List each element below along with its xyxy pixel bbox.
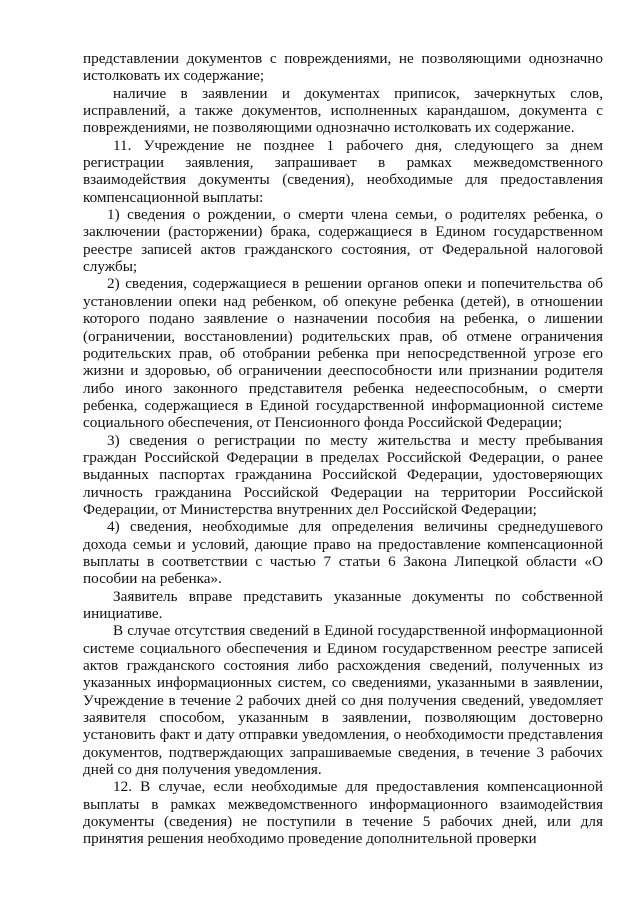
list-item-3: 3) сведения о регистрации по месту жительства и месту пребывания граждан Российской Федерации в пределах Российской Федерации, о ранее выданных паспортах гражданина Российской Федерации, удостоверяющих личность гражданина Российской Федерации на территории Российской Федерации, от Министерства внутренних дел Российской Федерации; [83,431,603,518]
list-item-1: 1) сведения о рождении, о смерти члена семьи, о родителях ребенка, о заключении (расторжении) брака, содержащиеся в Едином государственном реестре записей актов гражданского состояния, от Федеральной налоговой службы; [83,206,603,276]
list-item-2: 2) сведения, содержащиеся в решении органов опеки и попечительства об установлении опеки над ребенком, об опекуне ребенка (детей), в отношении которого подано заявление о назначении пособия на ребенка, о лишении (ограничении, восстановлении) родительских прав, об отмене ограничения родительских прав, об отобрании ребенка при непосредственной угрозе его жизни и здоровью, об ограничении дееспособности или признании родителя либо иного законного представителя ребенка недееспособным, о смерти ребенка, содержащиеся в Единой государственной информационной системе социального обеспечения, от Пенсионного фонда Российской Федерации; [83,275,603,432]
paragraph-clause-11: 11. Учреждение не позднее 1 рабочего дня, следующего за днем регистрации заявления, запрашивает в рамках межведомственного взаимодействия документы (сведения), необходимые для предоставления компенсационной выплаты: [83,136,603,206]
document-body [83,50,603,848]
paragraph-corrections: наличие в заявлении и документах приписок, зачеркнутых слов, исправлений, а также документов, исполненных карандашом, документа с повреждениями, не позволяющими однозначно истолковать их содержание. [83,84,603,137]
paragraph-missing-data: В случае отсутствия сведений в Единой государственной информационной системе социального обеспечения и Едином государственном реестре записей актов гражданского состояния либо расхождения сведений, полученных из указанных информационных систем, со сведениями, указанными в заявлении, Учреждение в течение 2 рабочих дней со дня получения сведений, уведомляет заявителя способом, указанным в заявлении, позволяющим достоверно установить факт и дату отправки уведомления, о необходимости представления документов, подтверждающих запрашиваемые сведения, в течение 3 рабочих дней со дня получения уведомления. [83,622,603,779]
paragraph-damaged-documents-end: представлении документов с повреждениями, не позволяющими однозначно истолковать их содержание; [83,50,603,85]
paragraph-own-initiative: Заявитель вправе представить указанные документы по собственной инициативе. [83,587,603,622]
list-item-4: 4) сведения, необходимые для определения величины среднедушевого дохода семьи и условий, дающие право на предоставление компенсационной выплаты в соответствии с частью 7 статьи 6 Закона Липецкой области «О пособии на ребенка». [83,518,603,588]
paragraph-clause-12: 12. В случае, если необходимые для предоставления компенсационной выплаты в рамках межведомственного информационного взаимодействия документы (сведения) не поступили в течение 5 рабочих дней, или для принятия решения необходимо проведение дополнительной проверки [83,778,603,848]
